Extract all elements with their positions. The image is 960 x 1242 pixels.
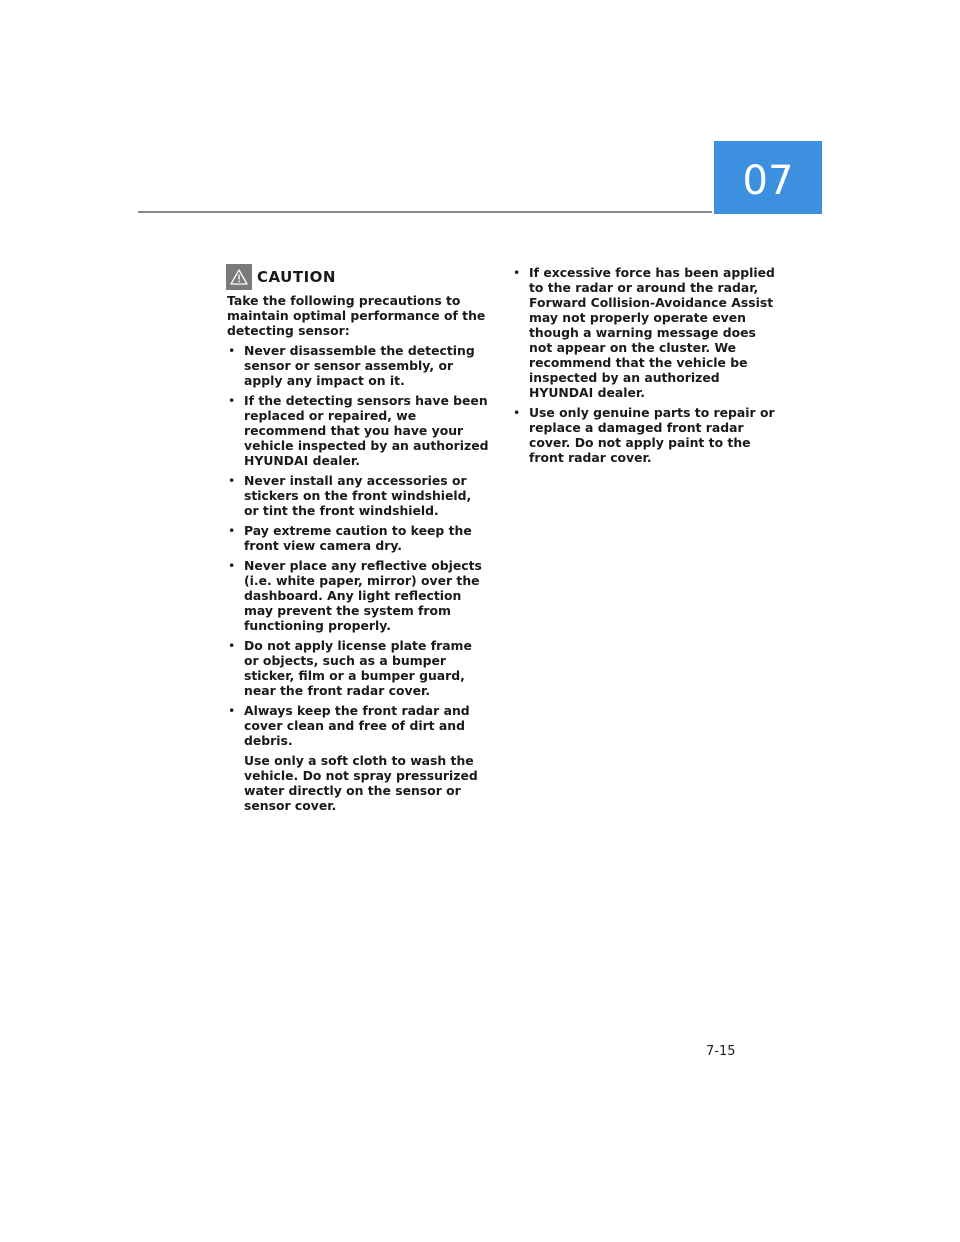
- header-rule: [138, 211, 712, 213]
- list-item: • If the detecting sensors have been replaced or repaired, we recommend that you have your vehicle inspected by an authorized HYUNDAI dealer.: [227, 393, 489, 468]
- list-item: • Use only genuine parts to repair or replace a damaged front radar cover. Do not apply paint to the front radar cover.: [512, 405, 776, 465]
- caution-intro: Take the following precautions to maintain optimal performance of the detecting sensor:: [227, 293, 486, 338]
- list-item: • Never install any accessories or stickers on the front windshield, or tint the front windshield.: [227, 473, 489, 518]
- chapter-number: 07: [742, 157, 794, 204]
- list-item: • If excessive force has been applied to the radar or around the radar, Forward Collision-Avoidance Assist may not properly operate even though a warning message does not appear on the cluster. We recommend that the vehicle be inspected by an authorized HYUNDAI dealer.: [512, 265, 776, 400]
- left-bullet-list: [227, 343, 489, 813]
- right-bullet-list: [512, 265, 776, 465]
- caution-title: CAUTION: [257, 268, 336, 286]
- list-item-text: Always keep the front radar and cover clean and free of dirt and debris.: [244, 703, 470, 748]
- warning-triangle-icon: [226, 264, 252, 290]
- list-item: • Never place any reflective objects (i.e. white paper, mirror) over the dashboard. Any light reflection may prevent the system from functioning properly.: [227, 558, 489, 633]
- list-item-subparagraph: Use only a soft cloth to wash the vehicle. Do not spray pressurized water directly on the sensor or sensor cover.: [244, 753, 478, 813]
- list-item: • Do not apply license plate frame or objects, such as a bumper sticker, film or a bumper guard, near the front radar cover.: [227, 638, 489, 698]
- right-column: [512, 265, 776, 470]
- list-item: • Never disassemble the detecting sensor or sensor assembly, or apply any impact on it.: [227, 343, 489, 388]
- list-item: • Pay extreme caution to keep the front view camera dry.: [227, 523, 489, 553]
- page-number: 7-15: [706, 1044, 736, 1059]
- list-item: [227, 703, 489, 813]
- chapter-tab: [714, 141, 822, 214]
- caution-heading: [226, 264, 336, 290]
- left-column: [227, 293, 489, 818]
